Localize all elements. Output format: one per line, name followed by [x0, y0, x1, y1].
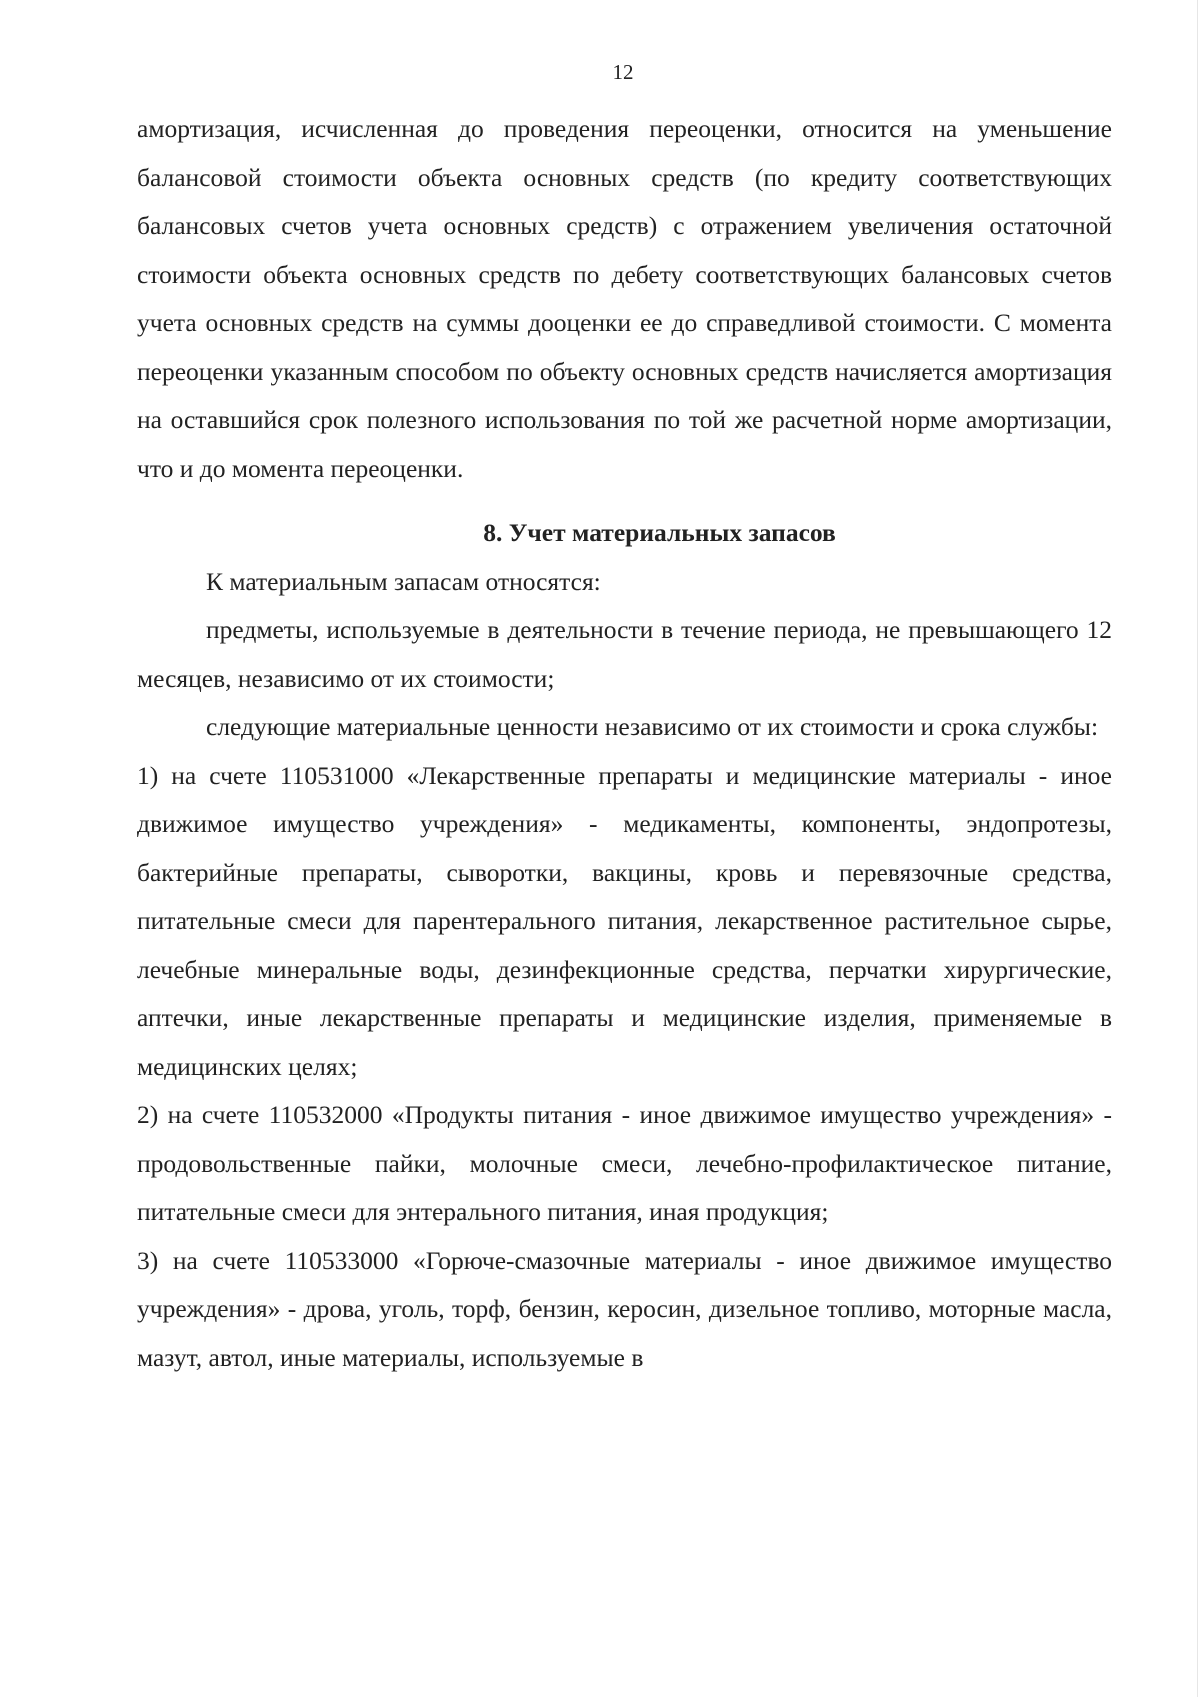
numbered-item-2: 2) на счете 110532000 «Продукты питания - иное движимое имущество учреждения» - продовольственные пайки, молочные смеси, лечебно-профилактическое питание, питательные смеси для энтерального питания, иная продукция;: [137, 1100, 1112, 1226]
paragraph-depreciation: амортизация, исчисленная до проведения переоценки, относится на уменьшение балансовой стоимости объекта основных средств (по кредиту соответствующих балансовых счетов учета основных средств) с отражением увеличения остаточной стоимости объекта основных средств по дебету соответствующих балансовых счетов учета основных средств на суммы дооценки ее до справедливой стоимости. С момента переоценки указанным способом по объекту основных средств начисляется амортизация на оставшийся срок полезного использования по той же расчетной норме амортизации, что и до момента переоценки.: [137, 114, 1112, 483]
document-body: [137, 105, 1112, 1382]
section-heading: 8. Учет материальных запасов: [483, 518, 836, 547]
numbered-item-3: 3) на счете 110533000 «Горюче-смазочные материалы - иное движимое имущество учреждения» - дрова, уголь, торф, бензин, керосин, дизельное топливо, моторные масла, мазут, автол, иные материалы, используемые в: [137, 1245, 1112, 1372]
numbered-item-1: 1) на счете 110531000 «Лекарственные препараты и медицинские материалы - иное движимое имущество учреждения» - медикаменты, компоненты, эндопротезы, бактерийные препараты, сыворотки, вакцины, кровь и перевязочные средства, питательные смеси для парентерального питания, лекарственное растительное сырье, лечебные минеральные воды, дезинфекционные средства, перчатки хирургические, аптечки, иные лекарственные препараты и медицинские изделия, применяемые в медицинских целях;: [137, 760, 1112, 1081]
list-item: следующие материальные ценности независимо от их стоимости и срока службы:: [206, 712, 1099, 741]
section-intro: К материальным запасам относятся:: [206, 566, 601, 596]
page-number: 12: [612, 60, 634, 84]
list-item: предметы, используемые в деятельности в течение периода, не превышающего 12 месяцев, независимо от их стоимости;: [137, 615, 1112, 693]
scan-edge-line: [1197, 0, 1198, 1697]
